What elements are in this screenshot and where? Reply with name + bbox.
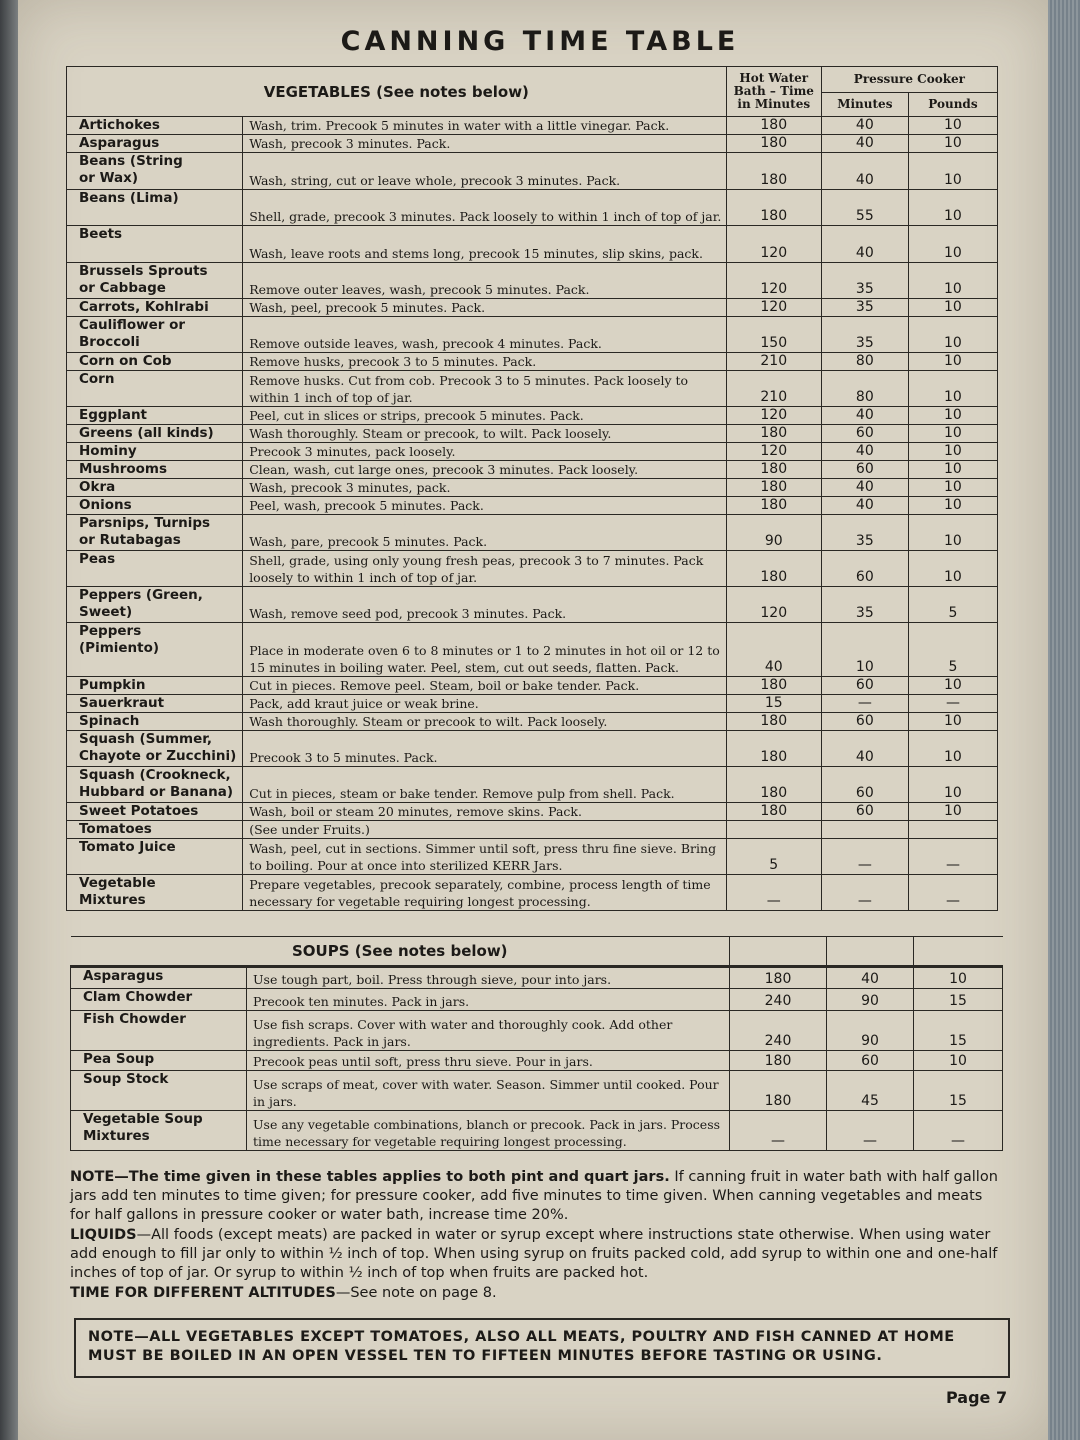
table-row	[67, 153, 998, 190]
pressure-pounds: 10	[914, 967, 1003, 989]
food-name: Okra	[67, 479, 243, 497]
food-name: Sweet Potatoes	[67, 803, 243, 821]
table-row	[67, 767, 998, 803]
hot-water-minutes: —	[730, 1111, 827, 1151]
pressure-minutes: 40	[821, 407, 908, 425]
instructions: Cut in pieces. Remove peel. Steam, boil or bake tender. Pack.	[243, 677, 727, 695]
food-name: Carrots, Kohlrabi	[67, 299, 243, 317]
pressure-pounds: 10	[914, 1051, 1003, 1071]
pressure-minutes: 55	[821, 190, 908, 226]
hot-water-minutes: 180	[726, 767, 821, 803]
pressure-minutes: —	[821, 875, 908, 911]
table-row	[67, 479, 998, 497]
table-row	[67, 821, 998, 839]
food-name: Artichokes	[67, 117, 243, 135]
table-row	[71, 1111, 1003, 1151]
hot-water-minutes: 180	[730, 1071, 827, 1111]
pressure-pounds: —	[908, 695, 997, 713]
hot-water-minutes: 180	[726, 677, 821, 695]
hot-water-header: Hot Water Bath – Time in Minutes	[726, 67, 821, 117]
pressure-pounds: 10	[908, 443, 997, 461]
table-row	[67, 371, 998, 407]
jar-size-note	[70, 1168, 1004, 1225]
table-row	[67, 226, 998, 263]
hot-water-minutes: 150	[726, 317, 821, 353]
food-name: Pea Soup	[71, 1051, 247, 1071]
page-number: Page 7	[946, 1388, 1008, 1407]
pressure-pounds: 10	[908, 803, 997, 821]
instructions: Wash, string, cut or leave whole, precook 3 minutes. Pack.	[243, 153, 727, 190]
hot-water-minutes: 5	[726, 839, 821, 875]
food-name: Tomato Juice	[67, 839, 243, 875]
hot-water-minutes: 120	[726, 263, 821, 299]
instructions: Use tough part, boil. Press through sieve, pour into jars.	[247, 967, 730, 989]
pressure-pounds: 10	[908, 515, 997, 551]
hot-water-minutes: 120	[726, 226, 821, 263]
pressure-minutes: 80	[821, 353, 908, 371]
instructions: Place in moderate oven 6 to 8 minutes or 1 to 2 minutes in hot oil or 12 to 15 minutes in boiling water. Peel, stem, cut out seeds, flatten. Pack.	[243, 623, 727, 677]
vegetables-rows	[67, 117, 998, 911]
table-row	[67, 353, 998, 371]
food-name: Spinach	[67, 713, 243, 731]
binding-edge	[0, 0, 18, 1440]
pressure-minutes	[821, 821, 908, 839]
food-name: Vegetable Mixtures	[67, 875, 243, 911]
pressure-pounds: 10	[908, 317, 997, 353]
book-spine	[1048, 0, 1080, 1440]
pressure-pounds: —	[914, 1111, 1003, 1151]
liquids-note-text: —All foods (except meats) are packed in water or syrup except where instructions state otherwise. When using water add enough to fill jar only to within ½ inch of top. When using syrup on fruits packed cold, add syrup to within one and one-half inches of top of jar. Or syrup to within ½ inch of top when fruits are packed hot.	[70, 1227, 998, 1281]
instructions: (See under Fruits.)	[243, 821, 727, 839]
food-name: Beets	[67, 226, 243, 263]
pressure-minutes: 40	[821, 497, 908, 515]
pressure-pounds: 10	[908, 479, 997, 497]
pressure-pounds: 10	[908, 117, 997, 135]
pressure-minutes: 10	[821, 623, 908, 677]
jar-size-note-text: If canning fruit in water bath with half gallon jars add ten minutes to time given; for pressure cooker, add five minutes to time given. When canning vegetables and meats for half gallons in pressure cooker or water bath, increase time 20%.	[70, 1169, 998, 1223]
table-row	[67, 839, 998, 875]
pressure-minutes: 90	[827, 1011, 914, 1051]
hot-water-minutes: 180	[726, 551, 821, 587]
table-row	[67, 623, 998, 677]
hot-water-minutes: 180	[726, 731, 821, 767]
food-name: Vegetable Soup Mixtures	[71, 1111, 247, 1151]
pressure-pounds: 15	[914, 1011, 1003, 1051]
pressure-minutes: 35	[821, 317, 908, 353]
instructions: Remove husks. Cut from cob. Precook 3 to 5 minutes. Pack loosely to within 1 inch of top of jar.	[243, 371, 727, 407]
pressure-minutes: 60	[821, 803, 908, 821]
table-row	[71, 1011, 1003, 1051]
food-name: Onions	[67, 497, 243, 515]
food-name: Mushrooms	[67, 461, 243, 479]
minutes-header: Minutes	[821, 93, 908, 117]
table-row	[67, 677, 998, 695]
soups-section-note: (See notes below)	[354, 942, 508, 960]
hot-water-minutes: 15	[726, 695, 821, 713]
pressure-minutes: 40	[821, 443, 908, 461]
boiling-warning-box: NOTE—ALL VEGETABLES EXCEPT TOMATOES, ALSO ALL MEATS, POULTRY AND FISH CANNED AT HOME MUST BE BOILED IN AN OPEN VESSEL TEN TO FIFTEEN MINUTES BEFORE TASTING OR USING.	[74, 1318, 1010, 1378]
hot-water-minutes: 180	[726, 461, 821, 479]
instructions: Wash, leave roots and stems long, precook 15 minutes, slip skins, pack.	[243, 226, 727, 263]
instructions: Remove outside leaves, wash, precook 4 minutes. Pack.	[243, 317, 727, 353]
table-row	[67, 117, 998, 135]
table-row	[71, 1051, 1003, 1071]
instructions: Wash, boil or steam 20 minutes, remove skins. Pack.	[243, 803, 727, 821]
food-name: Pumpkin	[67, 677, 243, 695]
pressure-minutes: 90	[827, 989, 914, 1011]
hot-water-minutes: 180	[726, 425, 821, 443]
food-name: Asparagus	[71, 967, 247, 989]
food-name: Cauliflower or Broccoli	[67, 317, 243, 353]
pressure-pounds: 10	[908, 135, 997, 153]
liquids-note-label: LIQUIDS	[70, 1227, 137, 1243]
pressure-minutes: 40	[827, 967, 914, 989]
food-name: Beans (String or Wax)	[67, 153, 243, 190]
soups-table	[70, 936, 1003, 1151]
pressure-minutes: 80	[821, 371, 908, 407]
food-name: Corn on Cob	[67, 353, 243, 371]
pressure-minutes: 45	[827, 1071, 914, 1111]
pressure-pounds: 10	[908, 371, 997, 407]
hot-water-minutes	[726, 821, 821, 839]
instructions: Wash thoroughly. Steam or precook to wilt. Pack loosely.	[243, 713, 727, 731]
hot-water-minutes: 210	[726, 371, 821, 407]
hot-water-minutes: 180	[726, 713, 821, 731]
altitude-note-label: TIME FOR DIFFERENT ALTITUDES	[70, 1285, 336, 1301]
pressure-minutes: 40	[821, 731, 908, 767]
altitude-note	[70, 1284, 1004, 1303]
table-row	[67, 190, 998, 226]
instructions: Clean, wash, cut large ones, precook 3 minutes. Pack loosely.	[243, 461, 727, 479]
pressure-pounds: 10	[908, 263, 997, 299]
table-row	[67, 515, 998, 551]
table-row	[67, 803, 998, 821]
pressure-minutes: 40	[821, 479, 908, 497]
pressure-minutes: 35	[821, 299, 908, 317]
hot-water-minutes: —	[726, 875, 821, 911]
pressure-minutes: 60	[821, 425, 908, 443]
instructions: Use any vegetable combinations, blanch or precook. Pack in jars. Process time necessary for vegetable requiring longest processing.	[247, 1111, 730, 1151]
hot-water-minutes: 180	[726, 190, 821, 226]
instructions: Wash, peel, precook 5 minutes. Pack.	[243, 299, 727, 317]
instructions: Wash, trim. Precook 5 minutes in water with a little vinegar. Pack.	[243, 117, 727, 135]
soups-header-blank	[827, 937, 914, 967]
pressure-pounds: —	[908, 875, 997, 911]
pressure-pounds: 10	[908, 497, 997, 515]
soups-header	[71, 937, 730, 967]
hot-water-minutes: 180	[726, 497, 821, 515]
table-row	[67, 551, 998, 587]
pressure-pounds: 10	[908, 713, 997, 731]
food-name: Hominy	[67, 443, 243, 461]
hot-water-minutes: 180	[730, 1051, 827, 1071]
instructions: Peel, wash, precook 5 minutes. Pack.	[243, 497, 727, 515]
hot-water-minutes: 120	[726, 299, 821, 317]
hot-water-minutes: 180	[726, 117, 821, 135]
pressure-minutes: 60	[827, 1051, 914, 1071]
instructions: Precook 3 to 5 minutes. Pack.	[243, 731, 727, 767]
instructions: Precook ten minutes. Pack in jars.	[247, 989, 730, 1011]
hot-water-minutes: 180	[726, 135, 821, 153]
hot-water-minutes: 180	[726, 479, 821, 497]
table-row	[67, 443, 998, 461]
instructions: Use scraps of meat, cover with water. Season. Simmer until cooked. Pour in jars.	[247, 1071, 730, 1111]
table-row	[67, 299, 998, 317]
instructions: Wash, precook 3 minutes. Pack.	[243, 135, 727, 153]
instructions: Shell, grade, precook 3 minutes. Pack loosely to within 1 inch of top of jar.	[243, 190, 727, 226]
food-name: Soup Stock	[71, 1071, 247, 1111]
pressure-pounds: 10	[908, 731, 997, 767]
food-name: Squash (Summer, Chayote or Zucchini)	[67, 731, 243, 767]
soups-section-title: SOUPS	[291, 942, 350, 960]
instructions: Precook peas until soft, press thru sieve. Pour in jars.	[247, 1051, 730, 1071]
hot-water-minutes: 180	[730, 967, 827, 989]
soups-header-blank	[914, 937, 1003, 967]
pressure-pounds: 10	[908, 299, 997, 317]
table-row	[67, 713, 998, 731]
page-title: CANNING TIME TABLE	[340, 26, 740, 57]
food-name: Peppers (Pimiento)	[67, 623, 243, 677]
table-row	[67, 461, 998, 479]
table-row	[67, 317, 998, 353]
pressure-minutes: 60	[821, 677, 908, 695]
pressure-cooker-header: Pressure Cooker	[821, 67, 997, 93]
table-row	[67, 425, 998, 443]
hot-water-minutes: 90	[726, 515, 821, 551]
instructions: Use fish scraps. Cover with water and thoroughly cook. Add other ingredients. Pack in jars.	[247, 1011, 730, 1051]
pressure-minutes: 40	[821, 117, 908, 135]
food-name: Greens (all kinds)	[67, 425, 243, 443]
pressure-minutes: 60	[821, 713, 908, 731]
notes-section	[70, 1168, 1004, 1304]
instructions: Wash, peel, cut in sections. Simmer until soft, press thru fine sieve. Bring to boiling. Pour at once into sterilized KERR Jars.	[243, 839, 727, 875]
pressure-pounds: 15	[914, 989, 1003, 1011]
hot-water-minutes: 120	[726, 443, 821, 461]
table-row	[71, 967, 1003, 989]
altitude-note-text: —See note on page 8.	[335, 1285, 497, 1301]
hot-water-minutes: 120	[726, 587, 821, 623]
table-row	[71, 1071, 1003, 1111]
food-name: Clam Chowder	[71, 989, 247, 1011]
vegetables-section-note: (See notes below)	[376, 82, 529, 101]
pressure-minutes: 35	[821, 515, 908, 551]
pressure-pounds: 10	[908, 407, 997, 425]
soups-header-blank	[730, 937, 827, 967]
pressure-minutes: 40	[821, 153, 908, 190]
instructions: Remove husks, precook 3 to 5 minutes. Pack.	[243, 353, 727, 371]
hot-water-minutes: 180	[726, 803, 821, 821]
food-name: Sauerkraut	[67, 695, 243, 713]
pressure-pounds: 10	[908, 353, 997, 371]
pressure-pounds: 15	[914, 1071, 1003, 1111]
pressure-pounds: 10	[908, 551, 997, 587]
table-row	[71, 989, 1003, 1011]
hot-water-minutes: 120	[726, 407, 821, 425]
instructions: Shell, grade, using only young fresh peas, precook 3 to 7 minutes. Pack loosely to within 1 inch of top of jar.	[243, 551, 727, 587]
instructions: Remove outer leaves, wash, precook 5 minutes. Pack.	[243, 263, 727, 299]
table-row	[67, 407, 998, 425]
vegetables-table	[66, 66, 998, 911]
soups-rows	[71, 967, 1003, 1151]
table-row	[67, 263, 998, 299]
table-row	[67, 587, 998, 623]
food-name: Eggplant	[67, 407, 243, 425]
food-name: Tomatoes	[67, 821, 243, 839]
pressure-minutes: 40	[821, 135, 908, 153]
instructions: Peel, cut in slices or strips, precook 5 minutes. Pack.	[243, 407, 727, 425]
food-name: Peas	[67, 551, 243, 587]
food-name: Fish Chowder	[71, 1011, 247, 1051]
food-name: Brussels Sprouts or Cabbage	[67, 263, 243, 299]
pressure-pounds: —	[908, 839, 997, 875]
pressure-pounds: 10	[908, 226, 997, 263]
hot-water-minutes: 210	[726, 353, 821, 371]
pounds-header: Pounds	[908, 93, 997, 117]
pressure-pounds	[908, 821, 997, 839]
pressure-minutes: 60	[821, 551, 908, 587]
pressure-minutes: 40	[821, 226, 908, 263]
pressure-minutes: 60	[821, 767, 908, 803]
pressure-minutes: 60	[821, 461, 908, 479]
pressure-pounds: 10	[908, 677, 997, 695]
hot-water-minutes: 240	[730, 989, 827, 1011]
pressure-pounds: 10	[908, 190, 997, 226]
pressure-pounds: 5	[908, 587, 997, 623]
food-name: Peppers (Green, Sweet)	[67, 587, 243, 623]
vegetables-section-title: VEGETABLES	[263, 82, 371, 101]
pressure-pounds: 10	[908, 153, 997, 190]
food-name: Asparagus	[67, 135, 243, 153]
pressure-minutes: —	[821, 839, 908, 875]
table-row	[67, 497, 998, 515]
food-name: Beans (Lima)	[67, 190, 243, 226]
food-name: Squash (Crookneck, Hubbard or Banana)	[67, 767, 243, 803]
pressure-minutes: 35	[821, 587, 908, 623]
pressure-minutes: —	[821, 695, 908, 713]
pressure-pounds: 10	[908, 461, 997, 479]
food-name: Parsnips, Turnips or Rutabagas	[67, 515, 243, 551]
instructions: Wash, remove seed pod, precook 3 minutes. Pack.	[243, 587, 727, 623]
instructions: Prepare vegetables, precook separately, combine, process length of time necessary for vegetable requiring longest processing.	[243, 875, 727, 911]
jar-size-note-label: NOTE—The time given in these tables applies to both pint and quart jars.	[70, 1169, 670, 1185]
table-row	[67, 695, 998, 713]
instructions: Cut in pieces, steam or bake tender. Remove pulp from shell. Pack.	[243, 767, 727, 803]
liquids-note	[70, 1226, 1004, 1283]
pressure-pounds: 10	[908, 767, 997, 803]
hot-water-minutes: 180	[726, 153, 821, 190]
pressure-pounds: 10	[908, 425, 997, 443]
pressure-minutes: 35	[821, 263, 908, 299]
pressure-minutes: —	[827, 1111, 914, 1151]
instructions: Pack, add kraut juice or weak brine.	[243, 695, 727, 713]
table-row	[67, 875, 998, 911]
instructions: Wash thoroughly. Steam or precook, to wilt. Pack loosely.	[243, 425, 727, 443]
instructions: Precook 3 minutes, pack loosely.	[243, 443, 727, 461]
table-row	[67, 731, 998, 767]
vegetables-header	[67, 67, 727, 117]
hot-water-minutes: 240	[730, 1011, 827, 1051]
instructions: Wash, precook 3 minutes, pack.	[243, 479, 727, 497]
instructions: Wash, pare, precook 5 minutes. Pack.	[243, 515, 727, 551]
pressure-pounds: 5	[908, 623, 997, 677]
food-name: Corn	[67, 371, 243, 407]
hot-water-minutes: 40	[726, 623, 821, 677]
table-row	[67, 135, 998, 153]
